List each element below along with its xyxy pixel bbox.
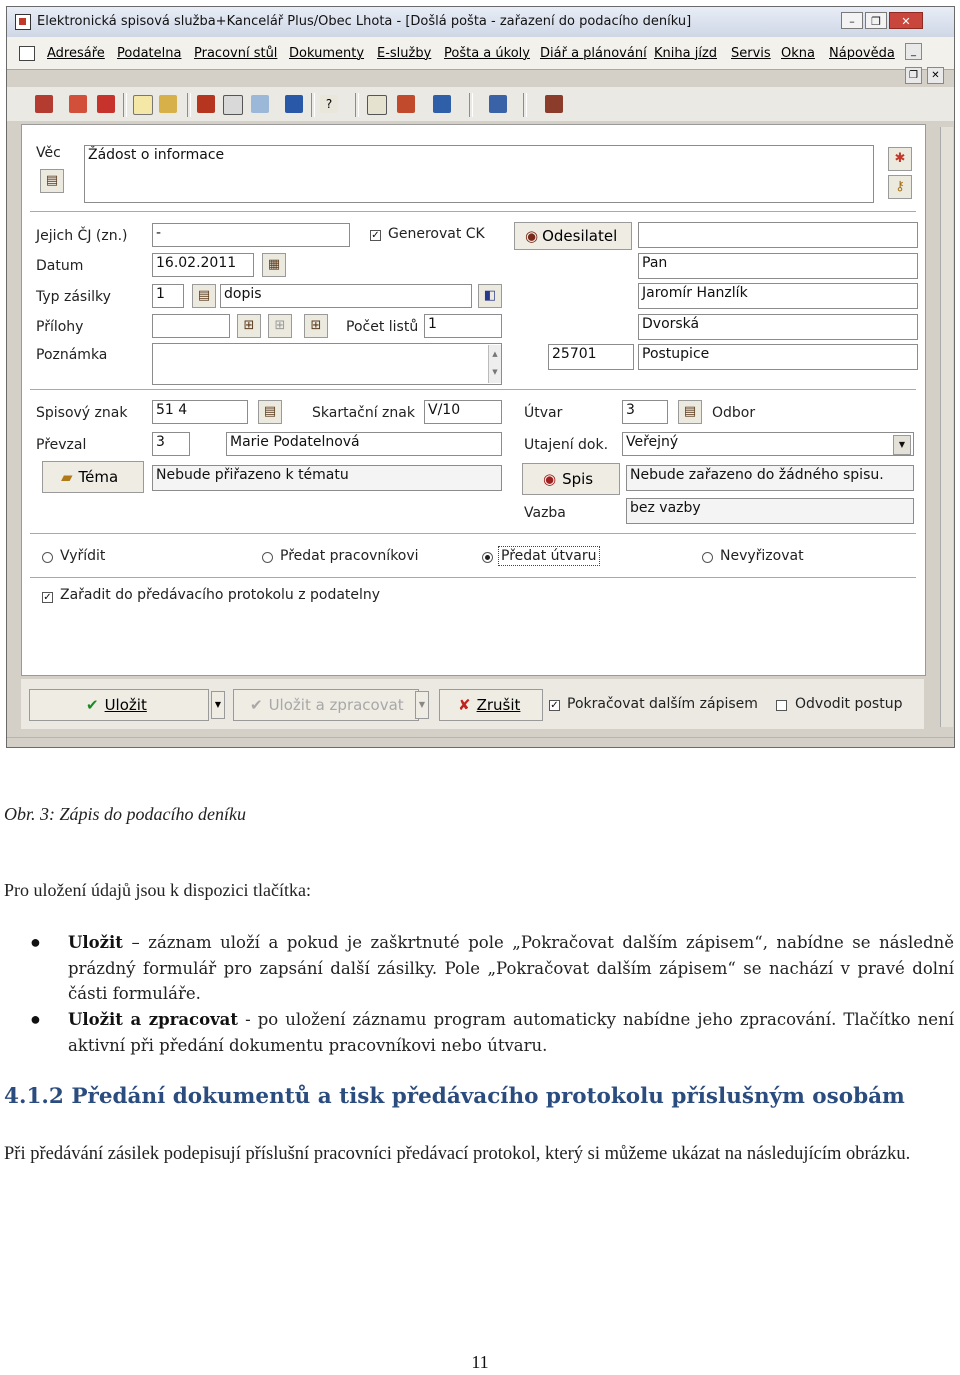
prevzal-code-field[interactable]: 3 (152, 432, 190, 456)
radio-predat-utvaru[interactable] (482, 552, 493, 563)
menu-servis[interactable]: Servis (731, 46, 771, 61)
diamond-icon[interactable] (285, 95, 303, 113)
zrusit-button[interactable] (439, 689, 543, 721)
separator (30, 577, 916, 579)
typ-zasilky-label: Typ zásilky (36, 289, 111, 305)
bullet-term: Uložit (68, 933, 123, 952)
menu-adresare[interactable]: Adresáře (47, 46, 105, 61)
figure-caption: Obr. 3: Zápis do podacího deníku (4, 804, 246, 824)
transfer-icon[interactable] (489, 95, 507, 113)
stamp-icon[interactable] (251, 95, 269, 113)
generovat-ck-checkbox[interactable]: ✓ (371, 230, 380, 241)
new-document-icon[interactable] (133, 95, 153, 115)
spis-field: Nebude zařazeno do žádného spisu. (626, 465, 914, 491)
utvar-picker-icon[interactable]: ▤ (678, 400, 702, 424)
app-window (6, 6, 955, 748)
book-icon[interactable] (197, 95, 215, 113)
menu-bar (7, 37, 954, 81)
typ-zasilky-field[interactable]: dopis (220, 284, 472, 308)
zaradit-label: Zařadit do předávacího protokolu z podatelny (60, 587, 381, 603)
chevron-down-icon[interactable]: ▼ (893, 435, 911, 455)
attachment-list-icon[interactable]: ⊞ (268, 314, 292, 338)
toolbar-separator (311, 93, 315, 117)
datum-field[interactable]: 16.02.2011 (152, 253, 254, 277)
typ-zasilky-picker-icon[interactable]: ▤ (192, 284, 216, 308)
tools-icon[interactable] (97, 95, 115, 113)
pocet-listu-field[interactable]: 1 (424, 314, 502, 338)
jejich-cj-label: Jejich ČJ (zn.) (36, 228, 128, 244)
sender-name-field[interactable]: Jaromír Hanzlík (638, 283, 918, 309)
window-title: Elektronická spisová služba+Kancelář Plus/Obec Lhota - [Došlá pošta - zařazení do podacího deníku] (37, 14, 692, 29)
separator (30, 211, 916, 213)
sender-zip-field[interactable]: 25701 (548, 344, 634, 370)
mdi-doc-icon[interactable] (19, 46, 35, 61)
jejich-cj-field[interactable]: - (152, 223, 350, 247)
toolbar-separator (469, 93, 473, 117)
radio-vyridit[interactable] (42, 552, 53, 563)
poznamka-field[interactable] (152, 343, 502, 385)
prilohy-field[interactable] (152, 314, 230, 338)
sender-line1-field[interactable] (638, 222, 918, 248)
check-icon: ✔ (250, 696, 263, 714)
app-icon (15, 14, 31, 30)
odesilatel-button-label: Odesilatel (542, 227, 618, 245)
maximize-button[interactable]: ❐ (865, 12, 887, 29)
calendar-icon[interactable]: ▦ (262, 253, 286, 277)
mdi-restore-button[interactable]: ❐ (905, 67, 922, 84)
prilohy-label: Přílohy (36, 319, 84, 335)
menu-posta-a-ukoly[interactable]: Pošta a úkoly (444, 46, 530, 61)
page-number: 11 (471, 1352, 489, 1372)
poznamka-scrollbar[interactable]: ▲ ▼ (488, 345, 501, 383)
utajeni-label: Utajení dok. (524, 437, 609, 453)
tema-button-label: Téma (78, 468, 119, 486)
ulozit-dropdown-button[interactable]: ▼ (211, 691, 225, 719)
exit-icon[interactable] (545, 95, 563, 113)
attachment-add-icon[interactable]: ⊞ (237, 314, 261, 338)
odbor-label: Odbor (712, 405, 756, 421)
menu-diar[interactable]: Diář a plánování (540, 46, 647, 61)
spisovy-znak-label: Spisový znak (36, 405, 128, 421)
vazba-field: bez vazby (626, 498, 914, 524)
pokracovat-label: Pokračovat dalším zápisem (567, 696, 758, 712)
form-panel (21, 124, 926, 676)
spis-icon: ◉ (543, 470, 557, 488)
folder-icon[interactable] (159, 95, 177, 113)
key-icon[interactable]: ⚷ (888, 175, 912, 199)
toolbar-separator (355, 93, 359, 117)
odesilatel-button[interactable] (514, 222, 632, 250)
prevzal-field[interactable]: Marie Podatelnová (226, 432, 502, 456)
menu-podatelna[interactable]: Podatelna (117, 46, 182, 61)
section-heading: 4.1.2 Předání dokumentů a tisk předávacího protokolu příslušným osobám (4, 1084, 905, 1109)
print-icon[interactable] (35, 95, 53, 113)
bullet-term: Uložit a zpracovat (68, 1010, 238, 1029)
close-icon: ✘ (458, 696, 471, 714)
sender-icon: ◉ (525, 227, 539, 245)
ulozit-button[interactable] (29, 689, 209, 721)
attachment-edit-icon[interactable]: ⊞ (304, 314, 328, 338)
sender-city-field[interactable]: Postupice (638, 344, 918, 370)
utajeni-select[interactable] (622, 432, 914, 456)
sender-title-field[interactable]: Pan (638, 253, 918, 279)
generovat-ck-label: Generovat CK (388, 226, 485, 242)
pokracovat-checkbox[interactable]: ✓ (550, 700, 559, 711)
vec-field[interactable]: Žádost o informace (84, 145, 874, 203)
ulozit-button-label: Uložit (104, 696, 147, 714)
radio-vyridit-label: Vyřídit (60, 548, 106, 564)
tema-field: Nebude přiřazeno k tématu (152, 465, 502, 491)
window-icon[interactable] (223, 95, 243, 115)
ulozit-zpracovat-dropdown-button[interactable]: ▼ (415, 691, 429, 719)
vec-label: Věc (36, 145, 61, 161)
datum-label: Datum (36, 258, 84, 274)
check-icon: ✔ (86, 696, 99, 714)
radio-predat-utvaru-label: Předat útvaru (498, 546, 600, 566)
help-icon[interactable]: ? (320, 95, 338, 113)
skartacni-znak-field[interactable]: V/10 (424, 400, 502, 424)
menu-kniha-jizd[interactable]: Kniha jízd (654, 46, 718, 61)
paragraph: Při předávání zásilek podepisují příslušní pracovníci předávací protokol, který si můžeme ukázat na následujícím obrázku. (4, 1144, 911, 1164)
scrollbar[interactable] (940, 127, 953, 727)
spis-button[interactable] (522, 463, 620, 495)
odvodit-checkbox[interactable] (776, 700, 787, 711)
refresh-icon[interactable]: ✱ (888, 147, 912, 171)
bullet-item-ulozit-zpracovat (68, 1007, 954, 1058)
skartacni-znak-label: Skartační znak (312, 405, 415, 421)
minimize-button[interactable]: – (841, 12, 863, 29)
utvar-label: Útvar (524, 405, 563, 421)
bullet-icon: ● (30, 1009, 41, 1029)
tema-button[interactable] (42, 461, 144, 493)
ulozit-zpracovat-label: Uložit a zpracovat (268, 696, 404, 714)
zrusit-button-label: Zrušit (476, 696, 521, 714)
folder-icon: ▰ (61, 468, 73, 486)
utvar-field[interactable]: 3 (622, 400, 668, 424)
globe-icon[interactable] (433, 95, 451, 113)
calendar-icon[interactable] (367, 95, 387, 115)
spisovy-znak-field[interactable]: 51 4 (152, 400, 248, 424)
toolbar-separator (523, 93, 527, 117)
menu-e-sluzby[interactable]: E-služby (377, 46, 432, 61)
toolbar-separator (123, 93, 127, 117)
intro-text: Pro uložení údajů jsou k dispozici tlačítka: (4, 880, 311, 900)
odvodit-label: Odvodit postup (795, 696, 903, 712)
tool-icon[interactable] (69, 95, 87, 113)
title-bar (7, 7, 954, 37)
vazba-label: Vazba (524, 505, 566, 521)
bullet-item-ulozit (68, 930, 954, 1007)
radio-predat-pracovnikovi[interactable] (262, 552, 273, 563)
mdi-minimize-button[interactable]: _ (905, 43, 922, 60)
poznamka-label: Poznámka (36, 347, 108, 363)
toolbar (7, 87, 954, 122)
sender-street-field[interactable]: Dvorská (638, 314, 918, 340)
vec-picker-button[interactable]: ▤ (40, 169, 64, 193)
bullet-icon: ● (30, 932, 41, 952)
spis-button-label: Spis (562, 470, 594, 488)
menu-pracovni-stul[interactable]: Pracovní stůl (194, 46, 278, 61)
zaradit-checkbox[interactable]: ✓ (43, 592, 52, 603)
utajeni-value: Veřejný (626, 434, 679, 450)
menu-dokumenty[interactable]: Dokumenty (289, 46, 365, 61)
export-icon[interactable] (397, 95, 415, 113)
prevzal-label: Převzal (36, 437, 87, 453)
typ-zasilky-code-field[interactable]: 1 (152, 284, 184, 308)
pocet-listu-label: Počet listů (346, 319, 419, 335)
radio-nevyrizovat-label: Nevyřizovat (720, 548, 804, 564)
bullet-text: – záznam uloží a pokud je zaškrtnuté pole „Pokračovat dalším zápisem“, nabídne se následně prázdný formulář pro zapsání další zásilky. Pole „Pokračovat dalším zápisem“ se nachází v pravé dolní části formuláře. (68, 933, 954, 1003)
spisovy-znak-picker-icon[interactable]: ▤ (258, 400, 282, 424)
radio-nevyrizovat[interactable] (702, 552, 713, 563)
menu-napoveda[interactable]: Nápověda (829, 46, 895, 61)
mdi-close-button[interactable]: ✕ (927, 67, 944, 84)
status-bar (7, 737, 954, 748)
radio-predat-pracovnikovi-label: Předat pracovníkovi (280, 548, 419, 564)
ulozit-zpracovat-button[interactable] (233, 689, 419, 721)
color-picker-icon[interactable]: ◧ (478, 284, 502, 308)
separator (30, 533, 916, 535)
bottom-button-bar (21, 679, 924, 729)
separator (30, 389, 916, 391)
menu-okna[interactable]: Okna (781, 46, 815, 61)
bullet-text: - po uložení záznamu program automaticky nabídne jeho zpracování. Tlačítko není aktivní při předání dokumentu pracovníkovi nebo útvaru. (68, 1010, 954, 1055)
close-button[interactable]: ✕ (889, 12, 923, 29)
toolbar-separator (187, 93, 191, 117)
